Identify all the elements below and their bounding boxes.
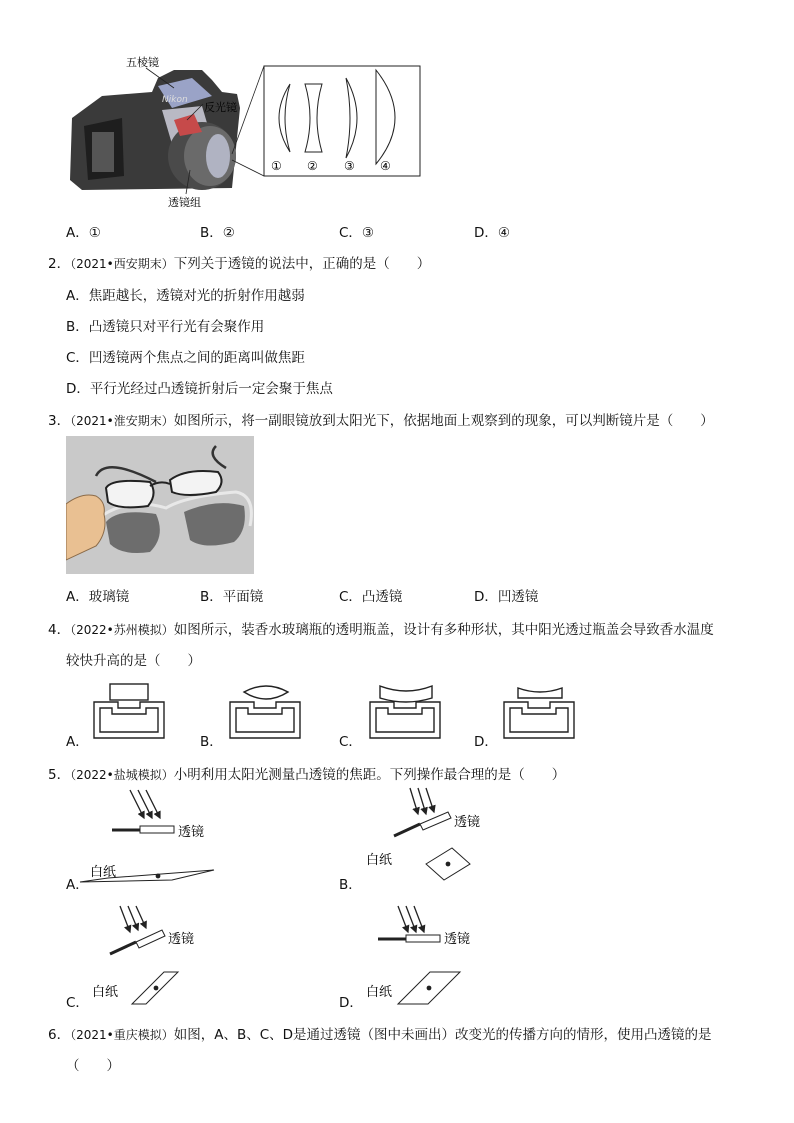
q4-number: 4．: [48, 622, 71, 638]
lens-shape-box: [264, 66, 420, 176]
bottle-a: [94, 684, 164, 738]
q4-question: [48, 618, 714, 638]
lens-shape-2: [305, 84, 322, 152]
camera-lens-figure: [62, 48, 422, 213]
lens-shape-4: [376, 70, 395, 164]
q3-stem: 如图所示，将一副眼镜放到太阳光下，依据地面上观察到的现象，可以判断镜片是（ ）: [173, 413, 714, 429]
q1-option-b[interactable]: B．②: [200, 225, 235, 241]
q5-stem: 小明利用太阳光测量凸透镜的焦距。下列操作最合理的是（ ）: [173, 767, 566, 783]
q5-number: 5．: [48, 767, 71, 783]
q5-option-b[interactable]: B．: [339, 877, 362, 893]
q2-source: （2021•西安期末）: [70, 257, 174, 271]
q5-paper-label-a: 白纸: [90, 865, 117, 880]
q4-option-a[interactable]: A．: [66, 734, 89, 750]
q5-question: [48, 763, 565, 783]
q5-paper-label-c: 白纸: [92, 985, 119, 1000]
q3-option-b[interactable]: B．平面镜: [200, 589, 264, 605]
q2-option-d[interactable]: D．平行光经过凸透镜折射后一定会聚于焦点: [66, 381, 333, 397]
q4-option-d[interactable]: D．: [474, 734, 498, 750]
q6-number: 6．: [48, 1027, 71, 1043]
lens-num-4: ④: [380, 159, 391, 173]
camera-illustration: [70, 70, 240, 190]
q2-stem: 下列关于透镜的说法中，正确的是（ ）: [173, 256, 431, 272]
bottle-c: [370, 686, 440, 738]
q2-option-c[interactable]: C．凹透镜两个焦点之间的距离叫做焦距: [66, 350, 305, 366]
q5-paper-label-b: 白纸: [366, 853, 393, 868]
lens-num-3: ③: [344, 159, 355, 173]
q4-option-c[interactable]: C．: [339, 734, 362, 750]
focal-length-figure: [60, 784, 520, 1014]
q2-option-a[interactable]: A．焦距越长，透镜对光的折射作用越弱: [66, 288, 305, 304]
q5-source: （2022•盐城模拟）: [70, 768, 174, 782]
q3-source: （2021•淮安期末）: [70, 414, 174, 428]
q3-option-d[interactable]: D．凹透镜: [474, 589, 539, 605]
q5-option-d[interactable]: D．: [339, 995, 363, 1011]
q3-question: [48, 409, 714, 429]
q2-option-b[interactable]: B．凸透镜只对平行光有会聚作用: [66, 319, 265, 335]
q4-option-b[interactable]: B．: [200, 734, 223, 750]
q5-lens-label-b: 透镜: [454, 815, 481, 830]
q5-lens-label-c: 透镜: [168, 932, 195, 947]
q5-paper-label-d: 白纸: [366, 985, 393, 1000]
lens-shape-3: [346, 78, 357, 158]
q5-option-a[interactable]: A．: [66, 877, 89, 893]
q6-source: （2021•重庆模拟）: [70, 1028, 174, 1042]
q1-option-d[interactable]: D．④: [474, 225, 510, 241]
q1-option-c[interactable]: C．③: [339, 225, 375, 241]
setup-c: [110, 906, 178, 1004]
q3-option-a[interactable]: A．玻璃镜: [66, 589, 130, 605]
lens-num-2: ②: [307, 159, 318, 173]
q6-stem: 如图，A、B、C、D是通过透镜（图中未画出）改变光的传播方向的情形，使用凸透镜的是: [173, 1027, 712, 1043]
q6-question: [48, 1023, 712, 1043]
bottle-caps-figure: [90, 682, 580, 740]
q3-number: 3．: [48, 413, 71, 429]
lens-shadow-right: [184, 503, 245, 545]
q5-lens-label-d: 透镜: [444, 932, 471, 947]
q2-number: 2．: [48, 256, 71, 272]
label-reflector: 反光镜: [204, 101, 237, 114]
bottle-b: [230, 686, 300, 738]
q4-stem-line1: 如图所示，装香水玻璃瓶的透明瓶盖，设计有多种形状，其中阳光透过瓶盖会导致香水温度: [173, 622, 714, 638]
q5-lens-label-a: 透镜: [178, 825, 205, 840]
q6-stem-line2: （ ）: [66, 1058, 120, 1074]
lens-shape-1: [279, 84, 290, 152]
q4-stem-line2: 较快升高的是（ ）: [66, 653, 201, 669]
glasses-figure: [66, 436, 254, 574]
glasses-lens-left: [106, 481, 154, 507]
q3-option-c[interactable]: C．凸透镜: [339, 589, 403, 605]
brand-logo-text: Nikon: [162, 95, 188, 105]
label-lensgroup: 透镜组: [168, 196, 201, 209]
q1-option-a[interactable]: A．①: [66, 225, 101, 241]
glasses-lens-right: [170, 471, 222, 495]
label-prism: 五棱镜: [126, 56, 159, 69]
bottle-d: [504, 688, 574, 738]
q5-option-c[interactable]: C．: [66, 995, 89, 1011]
q2-question: [48, 252, 430, 272]
setup-b: [394, 788, 470, 880]
lens-shadow-left: [106, 512, 160, 553]
lens-num-1: ①: [271, 159, 282, 173]
q4-source: （2022•苏州模拟）: [70, 623, 174, 637]
